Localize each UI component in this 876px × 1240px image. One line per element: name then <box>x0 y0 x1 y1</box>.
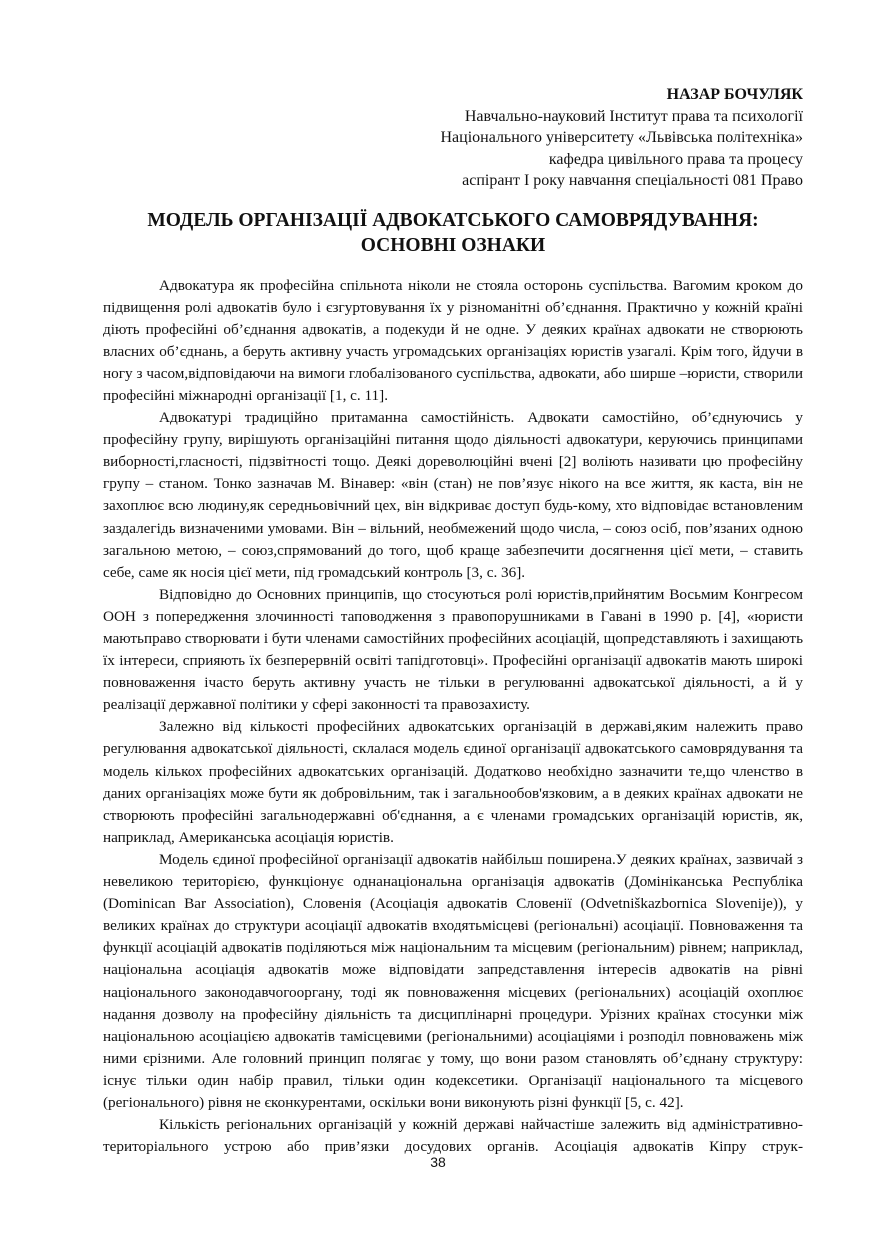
paragraph: Адвокатура як професійна спільнота ніколи не стояла осторонь суспільства. Вагомим кроком до підвищення ролі адвокатів було і єзгуртовування їх у різноманітні об’єднання. Практично у кожній країні діють професійні об’єднання адвокатів, а подекуди й не одне. У деяких країнах адвокати не створюють власних об’єднань, а беруть активну участь угромадських організаціях юристів узагалі. Крім того, йдучи в ногу з часом,відповідаючи на вимоги глобалізованого суспільства, адвокати, або ширше –юристи, створили професійні міжнародні організації [1, с. 11]. <box>103 276 803 404</box>
article-title <box>103 208 803 258</box>
paragraph: Кількість регіональних організацій у кожній державі найчастіше залежить від адміністративно-територіального устрою або прив’язки досудових органів. Асоціація адвокатів Кіпру струк- <box>103 1116 803 1156</box>
title-line: ОСНОВНІ ОЗНАКИ <box>360 234 546 256</box>
affiliation-line: Навчально-науковий Інститут права та психології <box>464 107 803 125</box>
paragraph: Адвокатурі традиційно притаманна самостійність. Адвокати самостійно, об’єднуючись у професійну групу, вирішують організаційні питання щодо діяльності адвокатури, керуючись принципами виборності,гласності, підзвітності тощо. Деякі дореволюційні вчені [2] воліють називати цю професійну групу – станом. Тонко зазначав М. Вінавер: «він (стан) не пов’язує нікого на все життя, як каста, він не захоплює всю людину,як середньовічний цех, він відкриває доступ будь-кому, хто відповідає встановленим заздалегідь визначеними умовами. Він – вільний, необмежений щодо числа, – союз осіб, пов’язаних одною загальною метою, – союз,спрямований до того, щоб краще забезпечити досягнення цієї мети, – ставить себе, саме як носія цієї мети, під громадський контроль [3, с. 36]. <box>103 409 803 581</box>
affiliation-line: кафедра цивільного права та процесу <box>548 150 803 168</box>
page-number: 38 <box>430 1154 446 1170</box>
document-page <box>103 84 803 1158</box>
author-block <box>103 84 803 192</box>
author-name: НАЗАР БОЧУЛЯК <box>666 86 803 103</box>
article-body <box>103 275 803 1159</box>
paragraph: Відповідно до Основних принципів, що стосуються ролі юристів,прийнятим Восьмим Конгресом ООН з попередження злочинності таповодження з правопорушниками в Гавані в 1990 р. [4], «юристи маютьправо створювати і бути членами самостійних професійних асоціацій, щопредставляють і захищають їх інтереси, сприяють їх безперервній освіті тапідготовці». Професійні організації адвокатів мають широкі повноваження ічасто беруть активну участь не тільки в регулюванні адвокатської діяльності, а й у реалізації державної політики у сфері законності та правозахисту. <box>103 585 803 714</box>
title-line: МОДЕЛЬ ОРГАНІЗАЦІЇ АДВОКАТСЬКОГО САМОВРЯДУВАННЯ: <box>147 209 759 231</box>
affiliation-line: аспірант І року навчання спеціальності 081 Право <box>462 172 803 189</box>
affiliation-line: Національного університету «Львівська політехніка» <box>440 129 803 146</box>
paragraph: Залежно від кількості професійних адвокатських організацій в державі,яким належить право регулювання адвокатської діяльності, склалася модель єдиної організації адвокатського самоврядування та модель кількох професійних адвокатських організацій. Додатково необхідно зазначити те,що членство в даних організаціях може бути як добровільним, так і загальнообов'язковим, а в деяких країнах адвокати не створюють професійні загальнодержавні об'єднання, а є членами громадських організацій юристів, як, наприклад, Американська асоціація юристів. <box>103 718 803 846</box>
paragraph: Модель єдиної професійної організації адвокатів найбільш поширена.У деяких країнах, зазвичай з невеликою територією, функціонує однанаціональна організація адвокатів (Домініканська Республіка (Dominican Bar Association), Словенія (Асоціація адвокатів Словенії (Odvetniškazbornica Slovenije)), у великих країнах до структури асоціації адвокатів входятьмісцеві (регіональні) асоціації. Повноваження та функції асоціацій адвокатів поділяються між національним та місцевим (регіональним) рівнем; наприклад, національна асоціація адвокатів може відповідати запредставлення інтересів адвокатів на рівні національного законодавчогооргану, тоді як повноваження місцевих (регіональних) асоціацій охоплює надання дозволу на професійну діяльність та дисциплінарні процедури. Урізних країнах стосунки між національною асоціацією адвокатів тамісцевими (регіональними) асоціаціями і розподіл повноважень між ними єрізними. Але головний принцип полягає у тому, що вони разом становлять об’єднану структуру: існує тільки один набір правил, тільки один кодексетики. Організації національного та місцевого (регіонального) рівня не єконкурентами, оскільки вони виконують різні функції [5, с. 42]. <box>103 850 803 1111</box>
